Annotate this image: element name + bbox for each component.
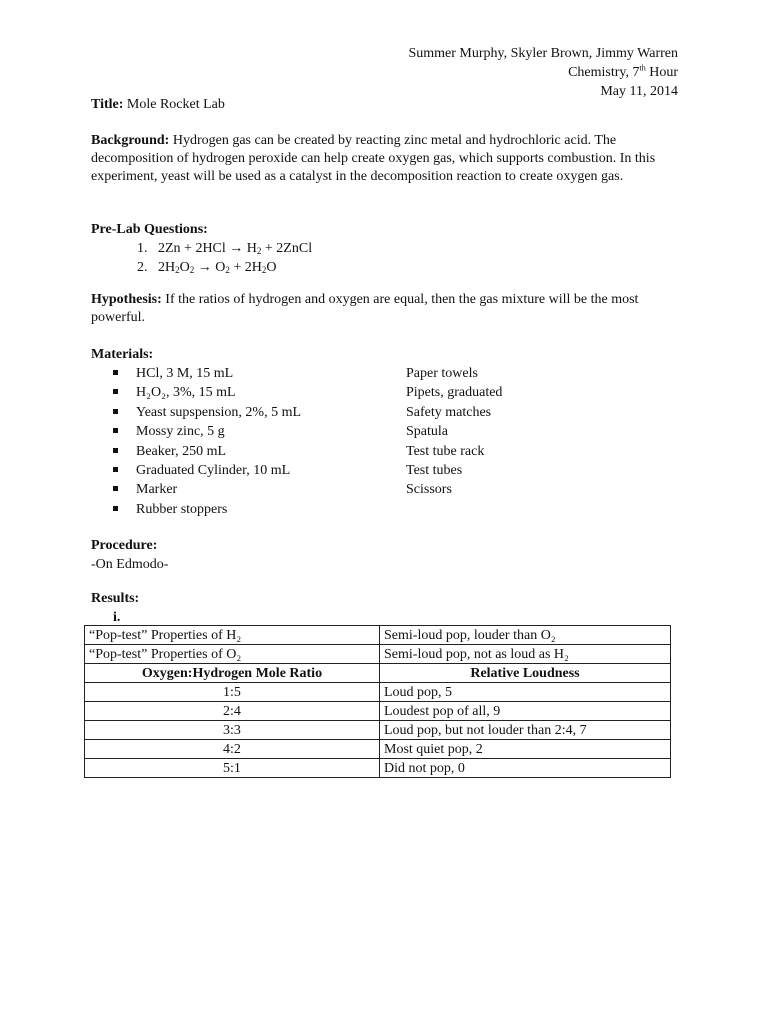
table-header-row	[85, 664, 671, 683]
background-label: Background:	[91, 133, 170, 148]
list-item: Mossy zinc, 5 g	[91, 422, 406, 441]
list-item: Paper towels	[406, 366, 478, 381]
prelab-question-1: 1. $2Zn + 2HCl \to H_2$ + 2ZnCl	[137, 241, 313, 256]
table-cell: Loudest pop of all, 9	[380, 702, 671, 721]
table-cell: 3:3	[85, 721, 380, 740]
list-item: Scissors	[406, 482, 452, 498]
prelab-label: Pre-Lab Questions:	[91, 222, 208, 237]
hypothesis-section	[91, 291, 676, 327]
materials-list-left	[91, 364, 406, 519]
list-item: Rubber stoppers	[91, 500, 406, 519]
list-item: Graduated Cylinder, 10 mL	[91, 461, 406, 480]
materials-label: Materials:	[91, 347, 154, 362]
list-item: Spatula	[406, 424, 448, 440]
table-cell: Semi-loud pop, louder than O₂	[380, 626, 671, 645]
list-item: Yeast supspension, 2%, 5 mL	[91, 403, 406, 422]
materials-section	[91, 345, 676, 519]
results-label: Results:	[91, 591, 140, 606]
table-row	[85, 740, 671, 759]
table-cell: Did not pop, 0	[380, 759, 671, 778]
list-item: Beaker, 250 mL	[91, 442, 406, 461]
hypothesis-label: Hypothesis:	[91, 292, 162, 307]
procedure-section	[91, 536, 676, 574]
table-cell: 2:4	[85, 702, 380, 721]
list-item: HCl, 3 M, 15 mL	[91, 364, 406, 383]
procedure-text: -On Edmodo-	[91, 557, 169, 572]
materials-list-right	[406, 364, 666, 519]
results-table	[84, 625, 671, 778]
title-line	[91, 95, 676, 114]
list-item: Test tube rack	[406, 443, 485, 459]
background-section	[91, 132, 676, 186]
table-row	[85, 759, 671, 778]
list-item: H₂O₂, 3%, 15 mL	[91, 383, 406, 402]
prelab-question-2: 2. $2H_2O_2 \to O_2 + 2H_2O$	[137, 260, 277, 275]
list-item: Test tubes	[406, 462, 463, 478]
table-row	[85, 702, 671, 721]
column-header: Oxygen:Hydrogen Mole Ratio	[85, 664, 380, 683]
list-item: Pipets, graduated	[406, 385, 503, 401]
column-header: Relative Loudness	[380, 664, 671, 683]
author-names: Summer Murphy, Skyler Brown, Jimmy Warren	[408, 46, 678, 61]
document-header	[408, 44, 678, 101]
document-date: May 11, 2014	[600, 84, 678, 99]
table-row	[85, 683, 671, 702]
table-cell: “Pop-test” Properties of H₂	[85, 626, 380, 645]
hypothesis-text: If the ratios of hydrogen and oxygen are equal, then the gas mixture will be the most powerful.	[91, 292, 639, 325]
table-cell: Loud pop, 5	[380, 683, 671, 702]
title-text: Mole Rocket Lab	[123, 97, 225, 112]
list-item: Marker	[91, 480, 406, 499]
prelab-list	[91, 239, 676, 277]
procedure-label: Procedure:	[91, 538, 158, 553]
table-row	[85, 626, 671, 645]
table-cell: “Pop-test” Properties of O₂	[85, 645, 380, 664]
list-item: Safety matches	[406, 404, 492, 420]
table-cell: 4:2	[85, 740, 380, 759]
title-label: Title:	[91, 97, 124, 112]
class-period: Chemistry, 7th Hour	[568, 63, 678, 80]
table-cell: 5:1	[85, 759, 380, 778]
prelab-section	[91, 220, 676, 277]
results-section	[91, 589, 676, 627]
table-row	[85, 721, 671, 740]
results-sub-label: i.	[113, 610, 121, 625]
table-row	[85, 645, 671, 664]
background-text: Hydrogen gas can be created by reacting zinc metal and hydrochloric acid. The decomposition of hydrogen peroxide can help create oxygen gas, which supports combustion. In this experiment, yeast will be used as a catalyst in the decomposition reaction to create oxygen gas.	[91, 133, 656, 184]
table-cell: Most quiet pop, 2	[380, 740, 671, 759]
table-cell: 1:5	[85, 683, 380, 702]
table-cell: Semi-loud pop, not as loud as H₂	[380, 645, 671, 664]
table-cell: Loud pop, but not louder than 2:4, 7	[380, 721, 671, 740]
